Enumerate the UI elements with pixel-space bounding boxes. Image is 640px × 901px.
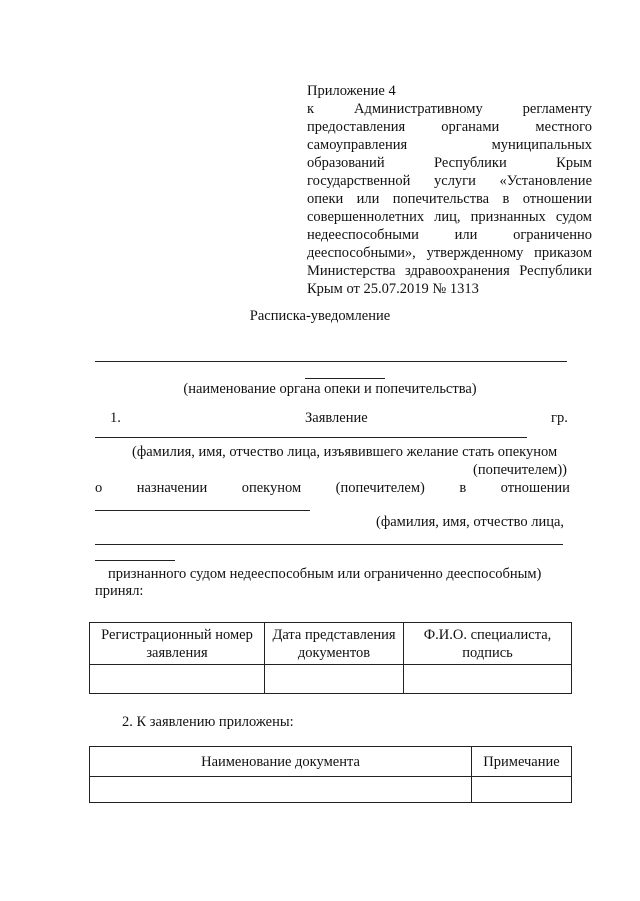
appendix-line: Министерства здравоохранения Республики (307, 263, 592, 279)
appendix-line: образований Республики Крым (307, 155, 592, 171)
appendix-text (307, 100, 592, 298)
ward-name-field[interactable] (95, 510, 310, 511)
appendix-line: к Административному регламенту (307, 101, 592, 117)
header-specialist (404, 623, 572, 665)
appendix-line: недееспособными или ограниченно (307, 227, 592, 243)
header-text: заявления (146, 644, 208, 661)
regarding-word: отношении (500, 480, 570, 496)
note-cell[interactable] (472, 777, 572, 803)
regarding-word: в (459, 480, 467, 496)
regarding-word: опекуном (241, 480, 302, 496)
regarding-line (95, 479, 570, 497)
header-text: Регистрационный номер (101, 626, 253, 643)
item2-label: 2. К заявлению приложены: (122, 714, 294, 730)
header-text: документов (297, 644, 371, 661)
appendix-line: дееспособными», утвержденному приказом (307, 245, 592, 261)
header-note: Примечание (472, 747, 572, 777)
registration-number-cell[interactable] (90, 665, 265, 694)
ward-name-field-3[interactable] (95, 560, 175, 561)
header-text: Ф.И.О. специалиста, (423, 626, 552, 643)
header-document-name: Наименование документа (90, 747, 472, 777)
regarding-word: назначении (136, 480, 208, 496)
documents-table (89, 746, 572, 803)
regarding-word: (попечителем) (335, 480, 425, 496)
header-registration-number (90, 623, 265, 665)
appendix-line: самоуправления муниципальных (307, 137, 592, 153)
applicant-caption: (фамилия, имя, отчество лица, изъявившего желание стать опекуном (132, 444, 558, 460)
appendix-line: государственной услуги «Установление (307, 173, 592, 189)
applicant-caption-cont: (попечителем)) (473, 462, 568, 478)
ward-caption: (фамилия, имя, отчество лица, (376, 514, 565, 530)
accepted-label: принял: (95, 583, 144, 599)
ward-name-field-2[interactable] (95, 544, 563, 545)
organ-name-field[interactable] (95, 361, 567, 362)
document-title: Расписка-уведомление (249, 308, 391, 324)
organ-caption: (наименование органа опеки и попечительства) (183, 381, 477, 397)
appendix-line: предоставления органами местного (307, 119, 592, 135)
appendix-line-last: Крым от 25.07.2019 № 1313 (307, 281, 479, 297)
header-text: Дата представления (272, 626, 396, 643)
recognized-text: признанного судом недееспособным или ограниченно дееспособным) (108, 566, 542, 582)
appendix-line: опеки или попечительства в отношении (307, 191, 592, 207)
item1-statement-word: Заявление (305, 410, 368, 426)
regarding-word: о (95, 480, 103, 496)
appendix-line: совершеннолетних лиц, признанных судом (307, 209, 592, 225)
applicant-name-field[interactable] (95, 437, 527, 438)
item1-number: 1. (110, 410, 121, 426)
header-submission-date (265, 623, 404, 665)
organ-name-field-short[interactable] (305, 378, 385, 379)
registration-table (89, 622, 572, 694)
header-text: подпись (462, 644, 513, 661)
specialist-cell[interactable] (404, 665, 572, 694)
submission-date-cell[interactable] (265, 665, 404, 694)
item1-citizen-abbrev: гр. (551, 410, 568, 426)
appendix-heading: Приложение 4 (307, 83, 396, 99)
document-name-cell[interactable] (90, 777, 472, 803)
